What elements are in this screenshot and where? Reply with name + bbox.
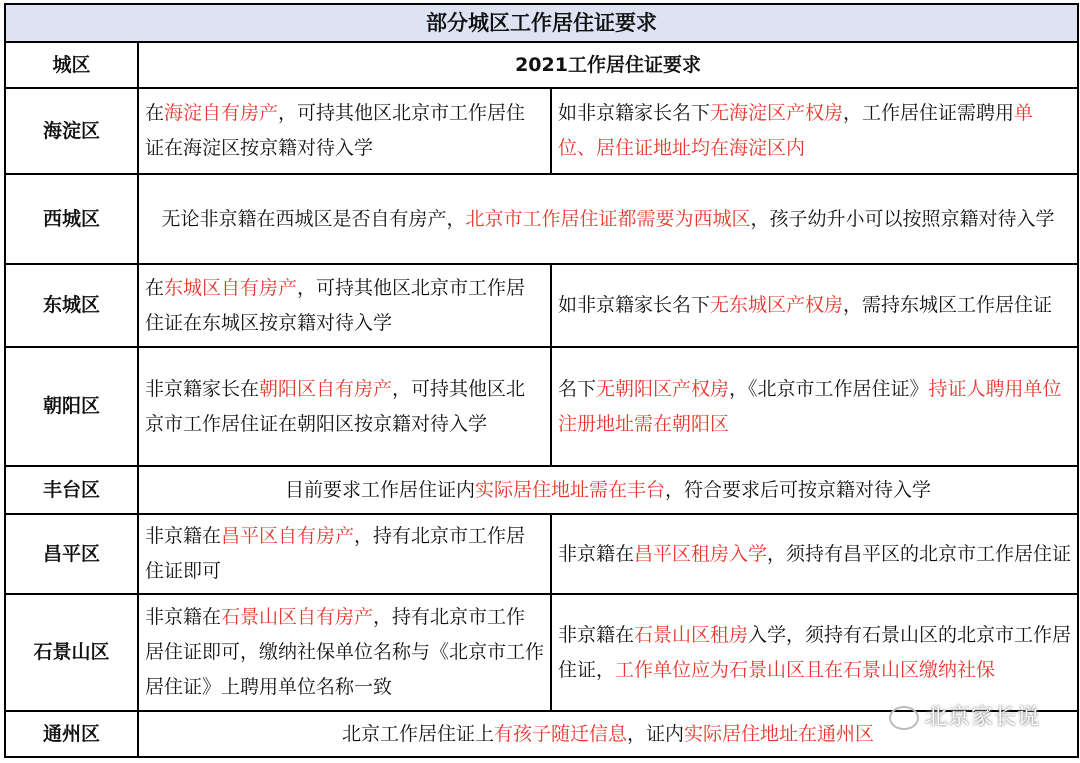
text-segment: 目前要求工作居住证内 [284,478,475,501]
highlighted-text: 昌平区租房入学 [634,542,768,565]
highlighted-text: 持证人聘用单位注册地址需在朝阳区 [558,377,1062,435]
table-row [5,264,1078,347]
highlighted-text: 海淀自有房产 [164,102,279,124]
table-row [5,174,1078,264]
highlighted-text: 无海淀区产权房 [710,102,844,124]
wechat-icon [889,706,919,730]
text-segment: ，孩子幼升小可以按照京籍对待入学 [750,207,1055,230]
text-segment: ，符合要求后可按京籍对待入学 [665,478,932,501]
requirement-right [551,347,1078,466]
highlighted-text: 无东城区产权房 [710,294,844,316]
text-segment: 如非京籍家长名下 [558,294,711,316]
text-segment: 非京籍在 [558,542,635,565]
text-segment: ，工作居住证需聘用 [843,102,1015,124]
highlighted-text: 单位、居住证地址均在海淀区内 [558,102,1034,159]
highlighted-text: 昌平区自有房产 [221,525,355,547]
text-segment: 名下 [558,377,597,400]
watermark [889,700,1040,731]
requirement-right [551,88,1078,174]
table-row [5,347,1078,466]
requirement-left [138,514,551,594]
text-segment: 非京籍在 [145,525,222,547]
requirement-right [551,264,1078,347]
highlighted-text: 石景山区租房 [634,623,749,646]
table-row [5,88,1078,174]
highlighted-text: 无朝阳区产权房 [596,377,730,400]
requirement-full [138,174,1078,264]
header-requirement: 2021工作居住证要求 [138,42,1078,88]
text-segment: ，需持东城区工作居住证 [843,294,1053,316]
text-segment: ，须持有昌平区的北京市工作居住证 [767,542,1072,565]
watermark-text: 北京家长说 [924,705,1040,730]
text-segment: ，可持其他区北京市工作居住证在海淀区按京籍对待入学 [145,102,526,159]
district-name: 东城区 [5,264,138,347]
requirement-left [138,88,551,174]
table-row [5,514,1078,594]
highlighted-text: 石景山区自有房产 [221,606,374,628]
highlighted-text: 实际居住地址在通州区 [684,722,875,745]
table-title: 部分城区工作居住证要求 [5,4,1078,42]
highlighted-text: 实际居住地址需在丰台 [475,478,666,501]
district-name: 海淀区 [5,88,138,174]
district-name: 朝阳区 [5,347,138,466]
requirement-left [138,264,551,347]
district-name: 通州区 [5,711,138,757]
text-segment: 非京籍家长在 [145,377,260,400]
text-segment: ，可持其他区北京市工作居住证在东城区按京籍对待入学 [145,276,526,334]
text-segment: ，持有北京市工作居住证即可 [145,525,526,582]
requirement-right [551,514,1078,594]
district-name: 昌平区 [5,514,138,594]
text-segment: ，《北京市工作居住证》 [729,377,929,400]
highlighted-text: 东城区自有房产 [164,276,298,299]
requirement-left [138,347,551,466]
requirements-table [4,3,1079,758]
text-segment: 非京籍在 [558,623,635,646]
highlighted-text: 北京市工作居住证都需要为西城区 [465,207,751,230]
highlighted-text: 有孩子随迁信息 [494,722,628,745]
text-segment: 在 [145,276,165,299]
text-segment: ，证内 [627,722,685,745]
text-segment: 在 [145,102,165,124]
text-segment: 无论非京籍在西城区是否自有房产， [161,207,466,230]
requirement-left [138,594,551,711]
district-name: 西城区 [5,174,138,264]
header-district: 城区 [5,42,138,88]
requirement-full [138,466,1078,514]
highlighted-text: 朝阳区自有房产 [259,377,393,400]
text-segment: 非京籍在 [145,606,222,628]
text-segment: 北京工作居住证上 [341,722,494,745]
table-row [5,466,1078,514]
table-row [5,594,1078,711]
district-name: 丰台区 [5,466,138,514]
district-name: 石景山区 [5,594,138,711]
text-segment: 如非京籍家长名下 [558,102,711,124]
text-segment: ，可持其他区北京市工作居住证在朝阳区按京籍对待入学 [145,377,526,435]
requirement-right [551,594,1078,711]
text-segment: 入学，须持有石景山区的北京市工作居住证， [558,623,1072,681]
highlighted-text: 工作单位应为石景山区且在石景山区缴纳社保 [615,658,996,681]
text-segment: ，持有北京市工作居住证即可，缴纳社保单位名称与《北京市工作居住证》上聘用单位名称一致 [145,606,545,698]
